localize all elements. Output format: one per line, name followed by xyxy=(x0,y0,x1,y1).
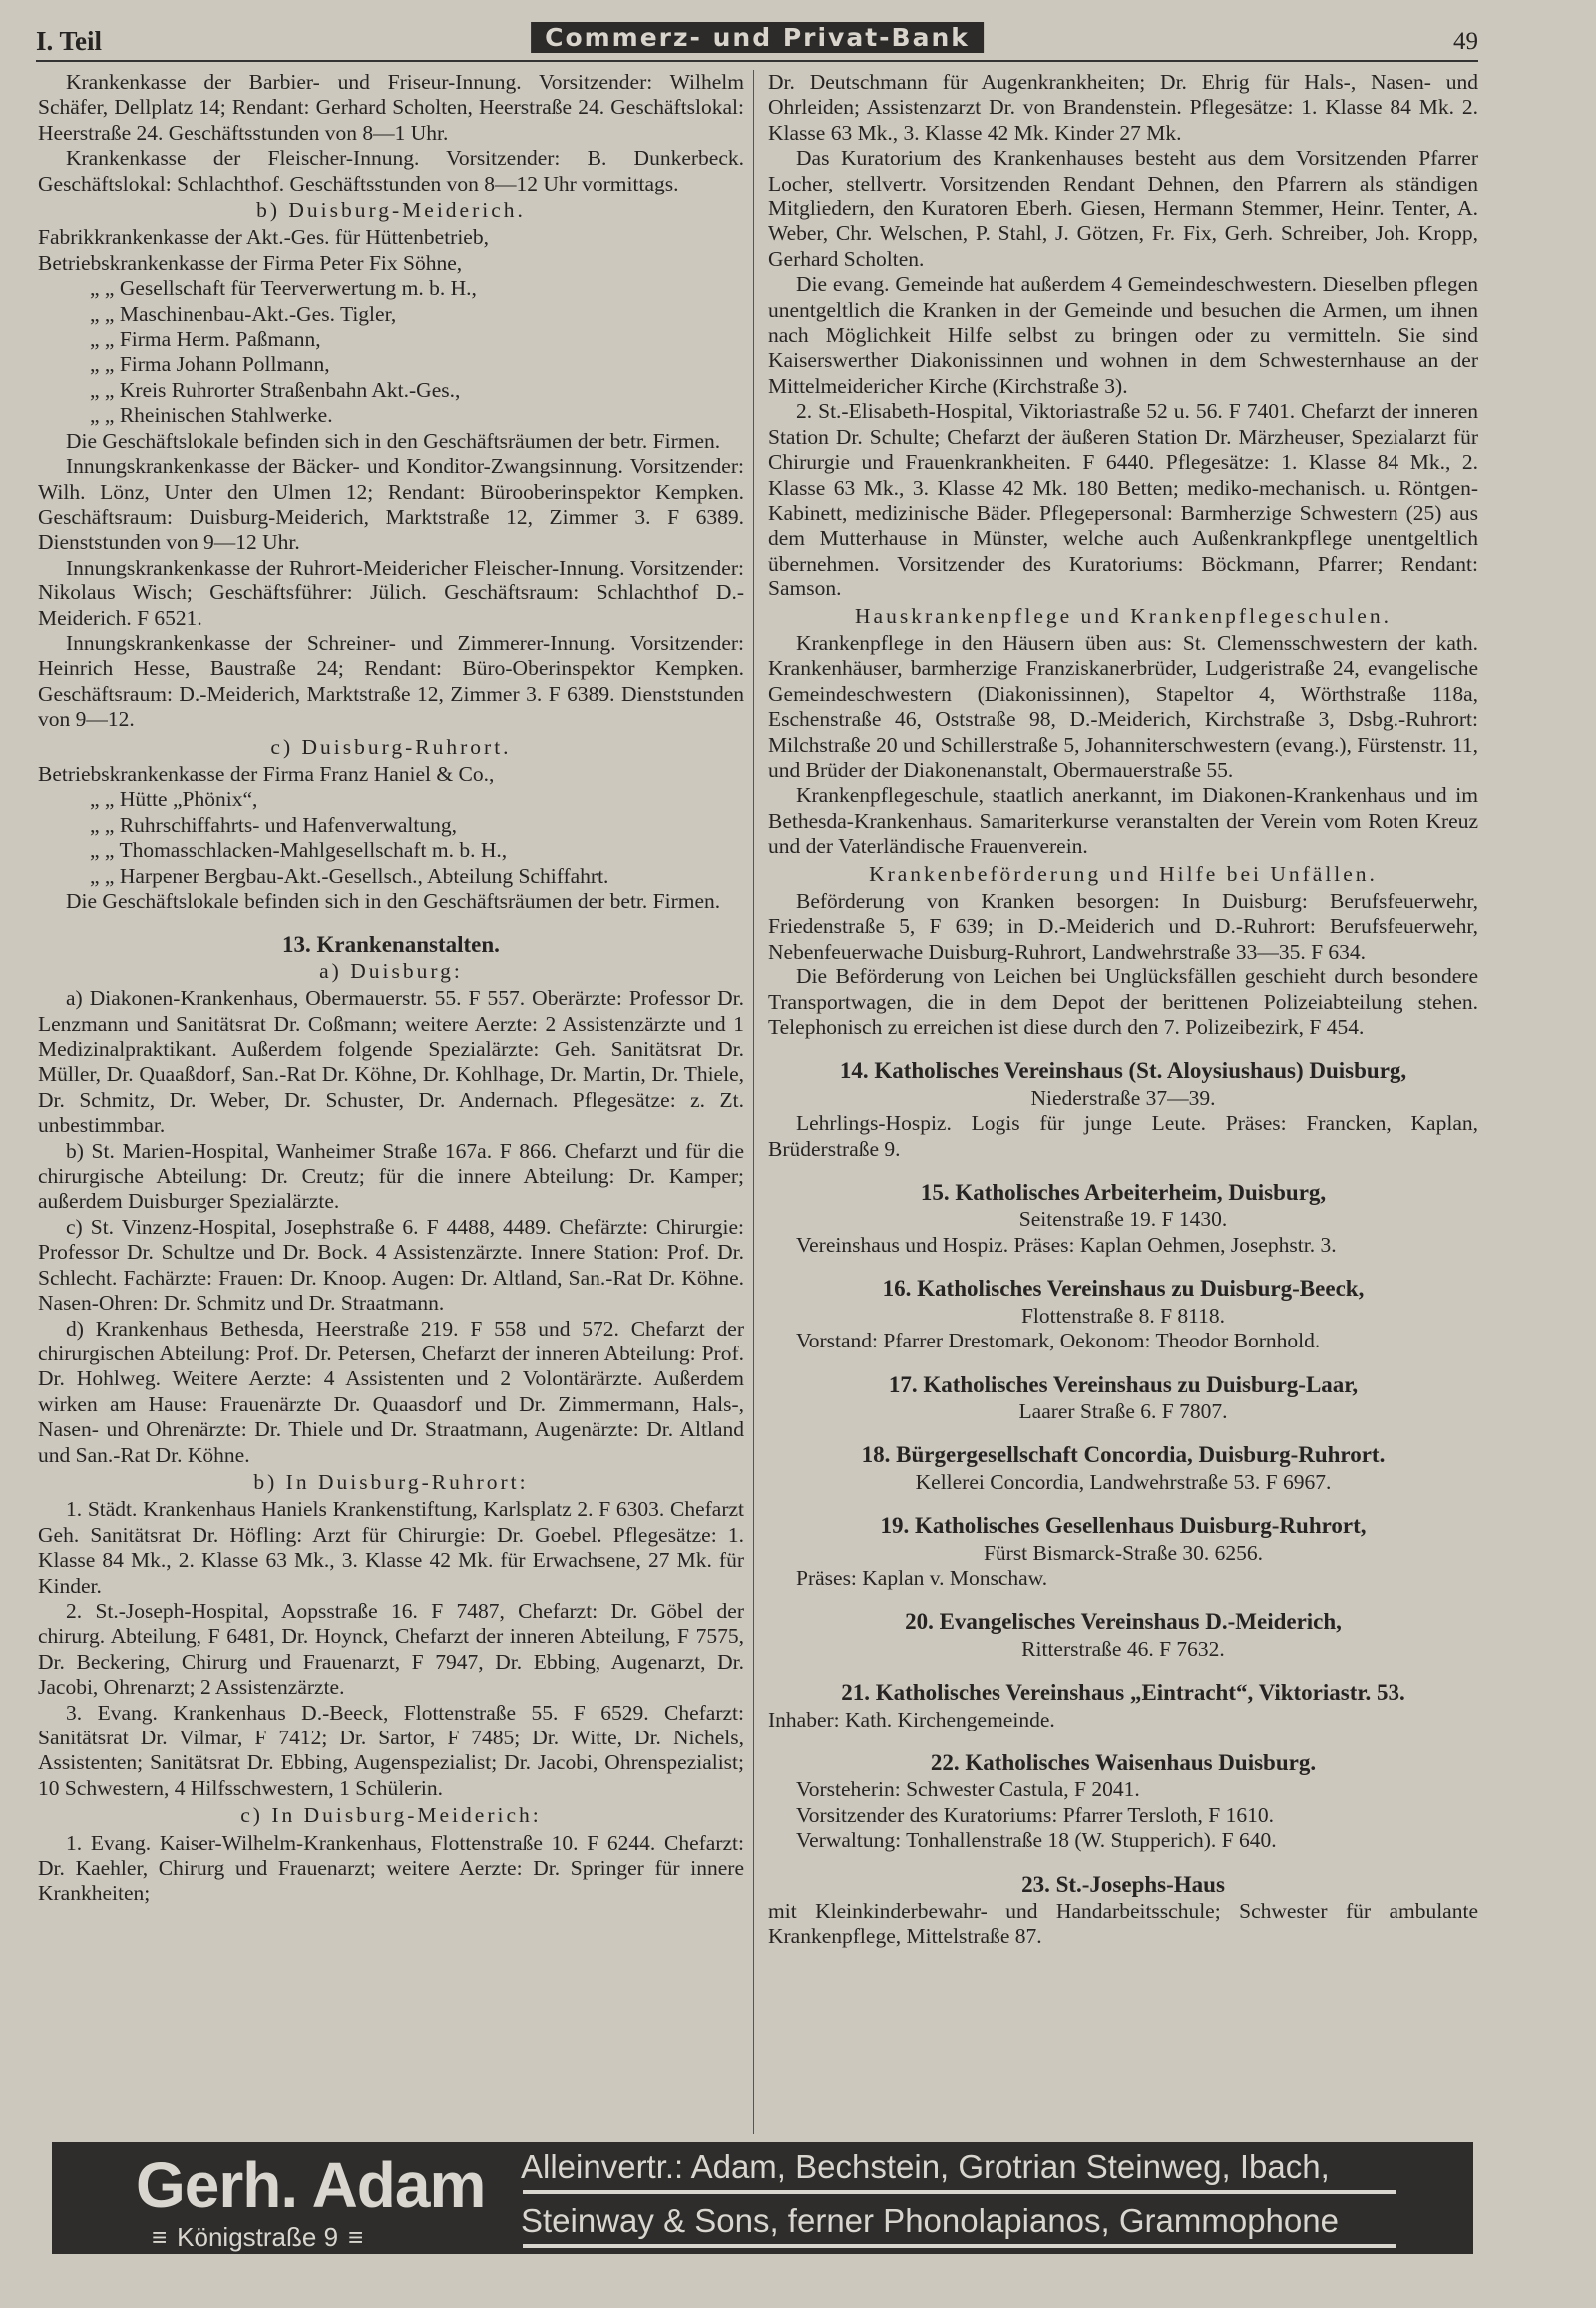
paragraph: Vereinshaus und Hospiz. Präses: Kaplan Oehmen, Josephstr. 3. xyxy=(796,1232,1337,1257)
ditto-list-item: „ „ Rheinischen Stahlwerke. xyxy=(90,403,333,428)
paragraph: Die Beförderung von Leichen bei Unglücksfällen geschieht durch besondere Transportwagen, die in dem Depot der berittenen Polizeiabteilung stehen. Telephonisch zu erreichen ist diese durch den 7. Polizeibezirk, F 454. xyxy=(768,964,1478,1040)
section-address: Seitenstraße 19. F 1430. xyxy=(1018,1207,1228,1232)
ad-rule xyxy=(523,2190,1396,2194)
ditto-list-item: „ „ Hütte „Phönix“, xyxy=(90,787,258,812)
section-address: Laarer Straße 6. F 7807. xyxy=(1018,1398,1228,1423)
section-subheading: Krankenbeförderung und Hilfe bei Unfällen. xyxy=(869,861,1378,886)
paragraph: Betriebskrankenkasse der Firma Franz Haniel & Co., xyxy=(38,761,495,786)
section-heading: 23. St.-Josephs-Haus xyxy=(1021,1871,1225,1897)
ditto-list-item: „ „ Thomasschlacken-Mahlgesellschaft m. b. H., xyxy=(90,838,508,863)
page-number: 49 xyxy=(1453,28,1478,55)
paragraph: d) Krankenhaus Bethesda, Heerstraße 219. F 558 und 572. Chefarzt der chirurgischen Abteilung: Prof. Dr. Petersen, Chefarzt der inneren Abteilung: Prof. Dr. Hohlweg. Weitere Aerzte: 4 Assistenten und 2 Volontärärzte. Außerdem wirken am Hause: Frauenärzte Dr. Quaasdorf und Dr. Zimmermann, Hals-, Nasen- und Ohrenärzte: Dr. Thiele und Dr. Straatmann, Augenärzte: Dr. Altland und San.-Rat Dr. Köhne. xyxy=(38,1316,744,1467)
section-subheading: c) In Duisburg-Meiderich: xyxy=(240,1803,542,1828)
section-heading: 20. Evangelisches Vereinshaus D.-Meiderich, xyxy=(905,1609,1342,1635)
section-heading: 19. Katholisches Gesellenhaus Duisburg-Ruhrort, xyxy=(880,1513,1367,1539)
paragraph: Vorsteherin: Schwester Castula, F 2041. xyxy=(796,1777,1140,1802)
paragraph: Vorstand: Pfarrer Drestomark, Oekonom: Theodor Bornhold. xyxy=(796,1329,1321,1353)
column-divider xyxy=(753,70,754,2134)
section-heading: 16. Katholisches Vereinshaus zu Duisburg-Beeck, xyxy=(882,1276,1365,1302)
section-subheading: a) Duisburg: xyxy=(319,959,463,983)
paragraph: Krankenpflege in den Häusern üben aus: St. Clemensschwestern der kath. Krankenhäuser, barmherzige Franziskanerbrüder, Ludgeristraße 24, evangelische Gemeindeschwestern (Diakonissinnen), Stapeltor 4, Wörthstraße 118a, Eschenstraße 46, Oststraße 98, D.-Meiderich, Kirchstraße 3, Dsbg.-Ruhrort: Milchstraße 20 und Schillerstraße 5, Johanniterschwestern (evang.), Fürstenstr. 11, und Brüder der Diakonenanstalt, Obermauerstraße 55. xyxy=(768,630,1478,782)
page-header xyxy=(36,22,1478,62)
section-heading: 18. Bürgergesellschaft Concordia, Duisburg-Ruhrort. xyxy=(861,1442,1386,1468)
section-heading: 22. Katholisches Waisenhaus Duisburg. xyxy=(930,1749,1317,1775)
section-address: Flottenstraße 8. F 8118. xyxy=(1020,1303,1226,1328)
paragraph: a) Diakonen-Krankenhaus, Obermauerstr. 55. F 557. Oberärzte: Professor Dr. Lenzmann und Sanitätsrat Dr. Coßmann; weitere Aerzte: 2 Assistenzärzte und 1 Medizinalpraktikant. Außerdem folgende Spezialärzte: Geh. Sanitätsrat Dr. Müller, Dr. Quaaßdorf, San.-Rat Dr. Köhne, Dr. Kohlhage, Dr. Martin, Dr. Thiele, Dr. Schmitz, Dr. Weber, Dr. Schuster, Dr. Andernach. Pflegesätze: z. Zt. unbestimmbar. xyxy=(38,986,744,1138)
part-label: I. Teil xyxy=(36,26,103,56)
ditto-list-item: „ „ Gesellschaft für Teerverwertung m. b. H., xyxy=(90,276,477,301)
ditto-list-item: „ „ Ruhrschiffahrts- und Hafenverwaltung, xyxy=(90,812,457,837)
section-address: Kellerei Concordia, Landwehrstraße 53. F 6967. xyxy=(915,1469,1332,1494)
section-subheading: b) In Duisburg-Ruhrort: xyxy=(253,1469,529,1494)
paragraph: Betriebskrankenkasse der Firma Peter Fix Söhne, xyxy=(38,250,463,275)
left-column xyxy=(38,70,744,1907)
ditto-list-item: „ „ Firma Johann Pollmann, xyxy=(90,352,330,377)
paragraph: b) St. Marien-Hospital, Wanheimer Straße 167a. F 866. Chefarzt und für die chirurgische Abteilung: Dr. Creutz; für die innere Abteilung: Dr. Kamper; außerdem Duisburger Spezialärzte. xyxy=(38,1138,744,1214)
section-heading: 17. Katholisches Vereinshaus zu Duisburg-Laar, xyxy=(888,1371,1359,1397)
paragraph: Dr. Deutschmann für Augenkrankheiten; Dr. Ehrig für Hals-, Nasen- und Ohrleiden; Assistenzarzt Dr. von Brandenstein. Pflegesätze: 1. Klasse 84 Mk. 2. Klasse 63 Mk., 3. Klasse 42 Mk. Kinder 27 Mk. xyxy=(768,70,1478,145)
paragraph: Präses: Kaplan v. Monschaw. xyxy=(796,1565,1048,1590)
ad-address: ≡ Königstraße 9 ≡ xyxy=(142,2222,373,2253)
section-heading: 14. Katholisches Vereinshaus (St. Aloysiushaus) Duisburg, xyxy=(839,1058,1407,1084)
paragraph: Die evang. Gemeinde hat außerdem 4 Gemeindeschwestern. Dieselben pflegen unentgeltlich die Kranken in der Gemeinde und besuchen die Armen, um ihnen nach Möglichkeit Hilfe selbst zu bringen oder zu vermitteln. Sie sind Kaiserswerther Diakonissinnen und wohnen in dem Schwesternhause an der Mittelmeidericher Kirche (Kirchstraße 3). xyxy=(768,272,1478,398)
ditto-list-item: „ „ Harpener Bergbau-Akt.-Gesellsch., Abteilung Schiffahrt. xyxy=(90,863,609,888)
paragraph: Beförderung von Kranken besorgen: In Duisburg: Berufsfeuerwehr, Friedenstraße 5, F 639; in D.-Meiderich und D.-Ruhrort: Berufsfeuerwehr, Nebenfeuerwache Duisburg-Ruhrort, Landwehrstraße 33—35. F 634. xyxy=(768,889,1478,963)
paragraph: Krankenpflegeschule, staatlich anerkannt, im Diakonen-Krankenhaus und im Bethesda-Krankenhaus. Samariterkurse veranstalten der Verein vom Roten Kreuz und der Vaterländische Frauenverein. xyxy=(768,783,1478,859)
paragraph: Innungskrankenkasse der Bäcker- und Konditor-Zwangsinnung. Vorsitzender: Wilh. Lönz, Unter den Ulmen 12; Rendant: Bürooberinspektor Kempken. Geschäftsraum: Duisburg-Meiderich, Marktstraße 12, Zimmer 3. F 6389. Dienststunden von 9—12 Uhr. xyxy=(38,454,744,555)
paragraph: Innungskrankenkasse der Ruhrort-Meidericher Fleischer-Innung. Vorsitzender: Nikolaus Wisch; Geschäftsführer: Jülich. Geschäftsraum: Schlachthof D.-Meiderich. F 6521. xyxy=(38,555,744,630)
paragraph: Inhaber: Kath. Kirchengemeinde. xyxy=(768,1707,1055,1731)
paragraph: Krankenkasse der Fleischer-Innung. Vorsitzender: B. Dunkerbeck. Geschäftslokal: Schlachthof. Geschäftsstunden von 8—12 Uhr vormittags. xyxy=(38,146,744,195)
paragraph: 1. Evang. Kaiser-Wilhelm-Krankenhaus, Flottenstraße 10. F 6244. Chefarzt: Dr. Kaehler, Chirurg und Frauenarzt; weitere Aerzte: Dr. Springer für innere Krankheiten; xyxy=(38,1830,744,1906)
paragraph: 3. Evang. Krankenhaus D.-Beeck, Flottenstraße 55. F 6529. Chefarzt: Sanitätsrat Dr. Vilmar, F 7412; Dr. Sartor, F 7485; Dr. Witte, Dr. Nichels, Assistenten; Sanitätsrat Dr. Ebbing, Augenspezialist; Dr. Jacobi, Ohrenspezialist; 10 Schwestern, 4 Hilfsschwestern, 1 Schülerin. xyxy=(38,1700,744,1800)
paragraph: mit Kleinkinderbewahr- und Handarbeitsschule; Schwester für ambulante Krankenpflege, Mittelstraße 87. xyxy=(768,1899,1478,1949)
ditto-list-item: „ „ Kreis Ruhrorter Straßenbahn Akt.-Ges., xyxy=(90,377,461,402)
ditto-list-item: „ „ Firma Herm. Paßmann, xyxy=(90,327,321,352)
paragraph: c) St. Vinzenz-Hospital, Josephstraße 6. F 4488, 4489. Chefärzte: Chirurgie: Professor Dr. Schultze und Dr. Bock. 4 Assistenzärzte. Innere Station: Prof. Dr. Schlecht. Fachärzte: Frauen: Dr. Knoop. Augen: Dr. Altland, San.-Rat Dr. Köhne. Nasen-Ohren: Dr. Schmitz und Dr. Straatmann. xyxy=(38,1214,744,1316)
paragraph: Innungskrankenkasse der Schreiner- und Zimmerer-Innung. Vorsitzender: Heinrich Hesse, Baustraße 24; Rendant: Büro-Oberinspektor Kempken. Geschäftsraum: D.-Meiderich, Marktstraße 12, Zimmer 3. F 6389. Dienststunden von 9—12. xyxy=(38,630,744,732)
ad-line-1: Alleinvertr.: Adam, Bechstein, Grotrian Steinweg, Ibach, xyxy=(521,2148,1330,2185)
paragraph: Die Geschäftslokale befinden sich in den Geschäftsräumen der betr. Firmen. xyxy=(66,428,721,453)
section-heading: 15. Katholisches Arbeiterheim, Duisburg, xyxy=(920,1180,1327,1206)
ad-line-2: Steinway & Sons, ferner Phonolapianos, Grammophone xyxy=(521,2202,1339,2239)
section-address: Niederstraße 37—39. xyxy=(1030,1085,1216,1110)
section-heading: 21. Katholisches Vereinshaus „Eintracht“, Viktoriastr. 53. xyxy=(841,1680,1405,1706)
section-heading: 13. Krankenanstalten. xyxy=(282,932,500,958)
section-address: Ritterstraße 46. F 7632. xyxy=(1021,1636,1225,1661)
section-subheading: b) Duisburg-Meiderich. xyxy=(256,198,526,223)
paragraph: Verwaltung: Tonhallenstraße 18 (W. Stupperich). F 640. xyxy=(796,1828,1277,1853)
section-subheading: c) Duisburg-Ruhrort. xyxy=(270,734,512,759)
paragraph: 2. St.-Elisabeth-Hospital, Viktoriastraße 52 u. 56. F 7401. Chefarzt der inneren Station Dr. Schulte; Chefarzt der äußeren Station Dr. Märzheuser, Spezialarzt für Chirurgie und Frauenkrankheiten. F 6440. Pflegesätze: 1. Klasse 84 Mk., 2. Klasse 63 Mk., 3. Klasse 42 Mk. 180 Betten; mediko-mechanisch. u. Röntgen-Kabinett, medizinische Bäder. Pflegepersonal: Barmherzige Schwestern (25) aus dem Mutterhause in Münster, welche auch Außenkrankpflege unentgeltlich übernehmen. Vorsitzender des Kuratoriums: Böckmann, Pfarrer; Rendant: Samson. xyxy=(768,399,1478,601)
advertisement xyxy=(52,2142,1473,2254)
paragraph: Vorsitzender des Kuratoriums: Pfarrer Tersloth, F 1610. xyxy=(796,1802,1274,1827)
section-address: Fürst Bismarck-Straße 30. 6256. xyxy=(983,1540,1264,1565)
section-subheading: Hauskrankenpflege und Krankenpflegeschulen. xyxy=(855,603,1392,628)
paragraph: Krankenkasse der Barbier- und Friseur-Innung. Vorsitzender: Wilhelm Schäfer, Dellplatz 14; Rendant: Gerhard Scholten, Heerstraße 24. Geschäftslokal: Heerstraße 24. Geschäftsstunden von 8—1 Uhr. xyxy=(38,70,744,145)
paragraph: 1. Städt. Krankenhaus Haniels Krankenstiftung, Karlsplatz 2. F 6303. Chefarzt Geh. Sanitätsrat Dr. Höfling: Arzt für Chirurgie: Dr. Goebel. Pflegesätze: 1. Klasse 84 Mk., 2. Klasse 63 Mk., 3. Klasse 42 Mk. für Erwachsene, 27 Mk. für Kinder. xyxy=(38,1497,744,1598)
ad-rule xyxy=(523,2244,1396,2248)
paragraph: Das Kuratorium des Krankenhauses besteht aus dem Vorsitzenden Pfarrer Locher, stellvertr. Vorsitzenden Rendant Dehnen, den Pfarrern als ständigen Mitgliedern, den Kuratoren Eberh. Giesen, Hermann Stemmer, Heinr. Tenter, A. Weber, Chr. Welschen, P. Stahl, J. Götzen, Fr. Fix, Gerh. Schreiber, Joh. Kropp, Gerhard Scholten. xyxy=(768,146,1478,271)
ditto-list-item: „ „ Maschinenbau-Akt.-Ges. Tigler, xyxy=(90,301,397,326)
paragraph: Fabrikkrankenkasse der Akt.-Ges. für Hüttenbetrieb, xyxy=(38,225,489,250)
paragraph: 2. St.-Joseph-Hospital, Aopsstraße 16. F 7487, Chefarzt: Dr. Göbel der chirurg. Abteilung, F 6481, Dr. Hoynck, Chefarzt der inneren Abteilung, F 7575, Dr. Beckering, Chirurg und Frauenarzt, F 7947, Dr. Ebbing, Augenarzt, Dr. Jacobi, Ohrenarzt; 2 Assistenzärzte. xyxy=(38,1598,744,1700)
ad-company-name: Gerh. Adam xyxy=(136,2149,486,2221)
paragraph: Lehrlings-Hospiz. Logis für junge Leute. Präses: Francken, Kaplan, Brüderstraße 9. xyxy=(768,1111,1478,1161)
bank-banner: Commerz- und Privat-Bank xyxy=(531,22,984,53)
paragraph: Die Geschäftslokale befinden sich in den Geschäftsräumen der betr. Firmen. xyxy=(66,889,721,913)
right-column xyxy=(768,70,1478,1950)
